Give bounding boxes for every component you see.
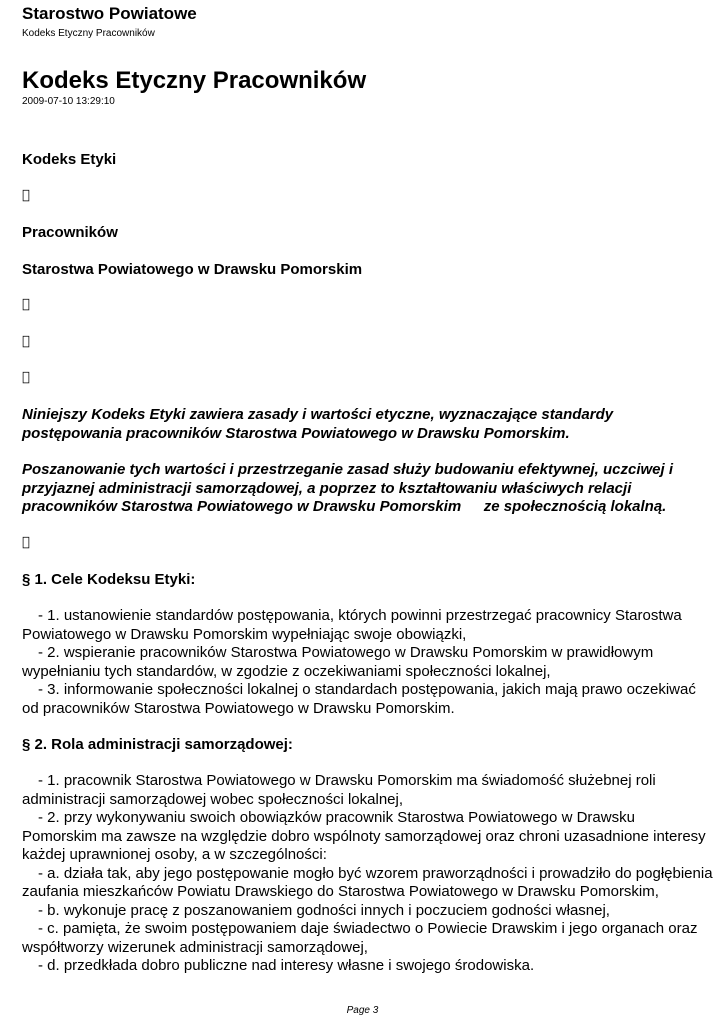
list-item [22,809,714,865]
list-item-text: - 2. przy wykonywaniu swoich obowiązków pracownik Starostwa Powiatowego w Drawsku Pomorskim ma zawsze na względzie dobro wspólnoty samorządowej oraz chroni uzasadnione interesy każdej uprawnionej osoby, a w szczególności: [22,809,706,863]
section-2-list [22,772,714,976]
list-item-text: - 1. pracownik Starostwa Powiatowego w Drawsku Pomorskim ma świadomość służebnej roli administracji samorządowej wobec społeczności lokalnej, [22,772,656,808]
page-title: Kodeks Etyczny Pracowników [22,67,367,94]
placeholder-glyph [22,535,30,550]
list-item-text: - d. przedkłada dobro publiczne nad interesy własne i swojego środowiska. [38,957,535,974]
list-item-text: - c. pamięta, że swoim postępowaniem daje świadectwo o Powiecie Drawskim i jego organach oraz współtworzy wizerunek administracji samorządowej, [22,920,698,956]
site-title: Starostwo Powiatowe [22,4,197,23]
list-item [22,772,714,809]
intro-paragraph-2: Poszanowanie tych wartości i przestrzeganie zasad służy budowaniu efektywnej, uczciwej i przyjaznej administracji samorządowej, a poprzez to kształtowaniu właściwych relacji pracowników Starostwa Powiatowego w Drawsku Pomorskim ze społecznością lokalną. [22,461,674,515]
list-item-text: - b. wykonuje pracę z poszanowaniem godności innych i poczuciem godności własnej, [38,901,610,919]
publish-date: 2009-07-10 13:29:10 [22,96,115,107]
heading-line-1: Kodeks Etyki [22,151,117,168]
list-item [22,902,714,921]
placeholder-glyph [22,334,30,349]
section-1-heading: § 1. Cele Kodeksu Etyki: [22,571,196,588]
list-item-text: - 3. informowanie społeczności lokalnej o standardach postępowania, jakich mają prawo oczekiwać od pracowników Starostwa Powiatowego w Drawsku Pomorskim. [22,681,696,717]
page-number: Page 3 [346,1005,379,1016]
list-item [22,681,714,718]
placeholder-glyph [22,297,30,312]
list-item [22,957,714,976]
breadcrumb: Kodeks Etyczny Pracowników [22,28,155,39]
list-item [22,865,714,902]
list-item-text: - a. działa tak, aby jego postępowanie mogło być wzorem praworządności i prowadziło do pogłębienia zaufania mieszkańców Powiatu Drawskiego do Starostwa Powiatowego w Drawsku Pomorskim, [22,864,713,900]
heading-line-3: Starostwa Powiatowego w Drawsku Pomorskim [22,261,363,278]
list-item-text: - 2. wspieranie pracowników Starostwa Powiatowego w Drawsku Pomorskim w prawidłowym wypełnianiu tych standardów, w zgodzie z oczekiwaniami społeczności lokalnej, [22,644,654,680]
placeholder-glyph [22,188,30,203]
list-item [22,920,714,957]
section-2-heading: § 2. Rola administracji samorządowej: [22,736,293,753]
placeholder-glyph [22,370,30,385]
intro-paragraph-1: Niniejszy Kodeks Etyki zawiera zasady i wartości etyczne, wyznaczające standardy postępowania pracowników Starostwa Powiatowego w Drawsku Pomorskim. [22,406,614,442]
section-1-list [22,607,714,718]
list-item [22,644,714,681]
list-item-text: - 1. ustanowienie standardów postępowania, których powinni przestrzegać pracownicy Starostwa Powiatowego w Drawsku Pomorskim wypełniając swoje obowiązki, [22,607,682,643]
heading-line-2: Pracowników [22,224,118,241]
list-item [22,607,714,644]
